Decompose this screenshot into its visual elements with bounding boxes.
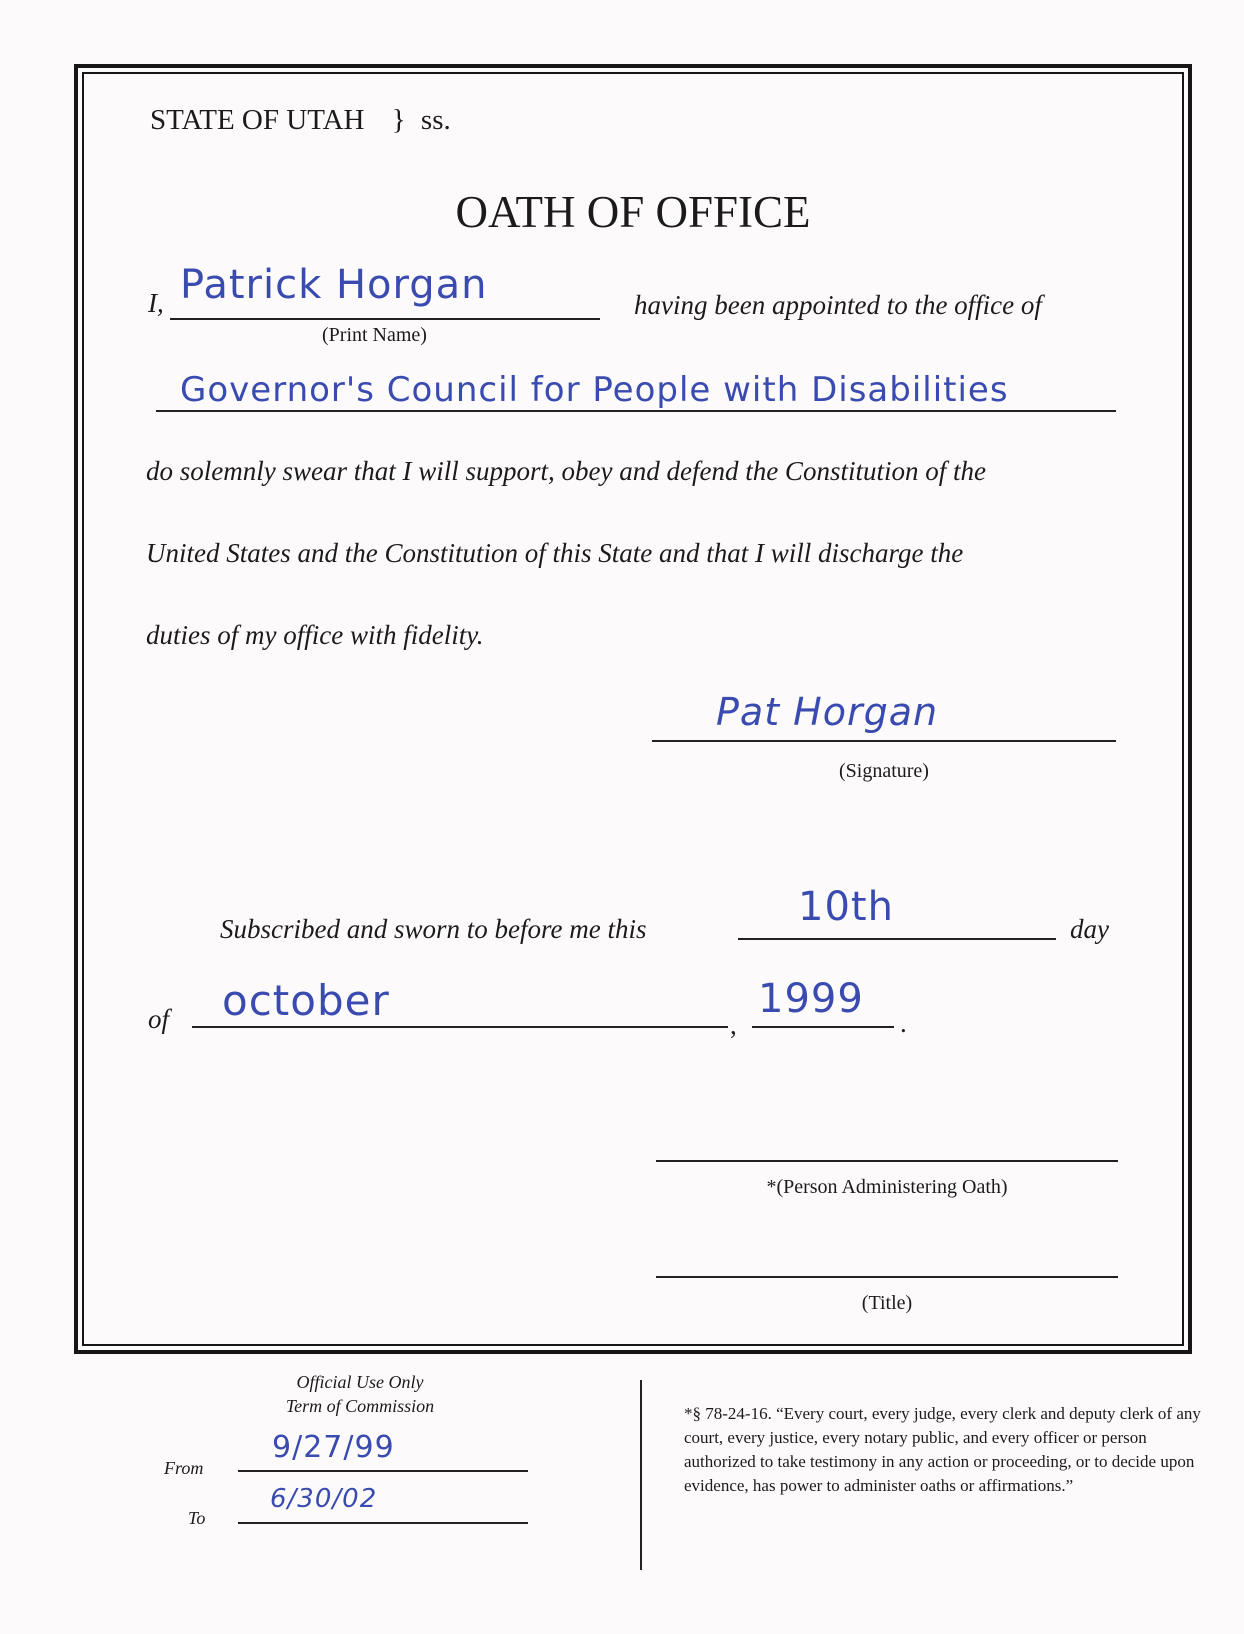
- year-handwritten: 1999: [758, 976, 864, 1022]
- office-handwritten: Governor's Council for People with Disabilities: [180, 370, 1009, 410]
- office-underline: [156, 410, 1116, 412]
- day-label: day: [1070, 914, 1109, 944]
- from-label: From: [164, 1458, 204, 1478]
- from-handwritten: 9/27/99: [272, 1430, 395, 1465]
- oath-prefix: I,: [148, 288, 164, 318]
- print-name-label: (Print Name): [322, 324, 427, 346]
- statute-note: *§ 78-24-16. “Every court, every judge, every clerk and deputy clerk of any court, every justice, every notary public, and every officer or person authorized to take testimony in any action or proceeding, or to decide upon evidence, has power to administer oaths or affirmations.”: [684, 1404, 1201, 1495]
- appointed-text: having been appointed to the office of: [634, 290, 1042, 320]
- official-use-heading: Official Use Only: [296, 1372, 424, 1392]
- title-underline: [656, 1276, 1118, 1278]
- signature-label: (Signature): [839, 760, 929, 782]
- signature-underline: [652, 740, 1116, 742]
- sworn-text: Subscribed and sworn to before me this: [220, 914, 647, 944]
- month-underline: [192, 1026, 728, 1028]
- page-title: OATH OF OFFICE: [455, 187, 811, 237]
- month-handwritten: october: [222, 976, 390, 1025]
- to-underline: [238, 1522, 528, 1524]
- day-underline: [738, 938, 1056, 940]
- name-handwritten: Patrick Horgan: [180, 262, 488, 308]
- of-label: of: [148, 1004, 170, 1034]
- from-underline: [238, 1470, 528, 1472]
- name-underline: [170, 318, 600, 320]
- signature-handwritten: Pat Horgan: [716, 690, 939, 734]
- to-label: To: [188, 1508, 206, 1528]
- year-underline: [752, 1026, 894, 1028]
- administering-label: *(Person Administering Oath): [766, 1176, 1008, 1198]
- title-label: (Title): [861, 1292, 913, 1314]
- brace: }: [391, 104, 406, 136]
- oath-body-line-2: United States and the Constitution of this State and that I will discharge the: [146, 538, 964, 568]
- venue-heading: [150, 104, 451, 137]
- oath-body-line-1: do solemnly swear that I will support, obey and defend the Constitution of the: [146, 456, 986, 486]
- bottom-divider: [640, 1380, 642, 1570]
- state-label: STATE OF UTAH: [150, 104, 365, 136]
- oath-body-line-3: duties of my office with fidelity.: [146, 620, 484, 650]
- to-handwritten: 6/30/02: [270, 1484, 378, 1514]
- term-heading: Term of Commission: [285, 1396, 435, 1416]
- ss-label: ss.: [420, 104, 451, 136]
- comma: ,: [730, 1010, 737, 1040]
- administering-underline: [656, 1160, 1118, 1162]
- day-handwritten: 10th: [798, 884, 894, 930]
- period: .: [900, 1008, 907, 1038]
